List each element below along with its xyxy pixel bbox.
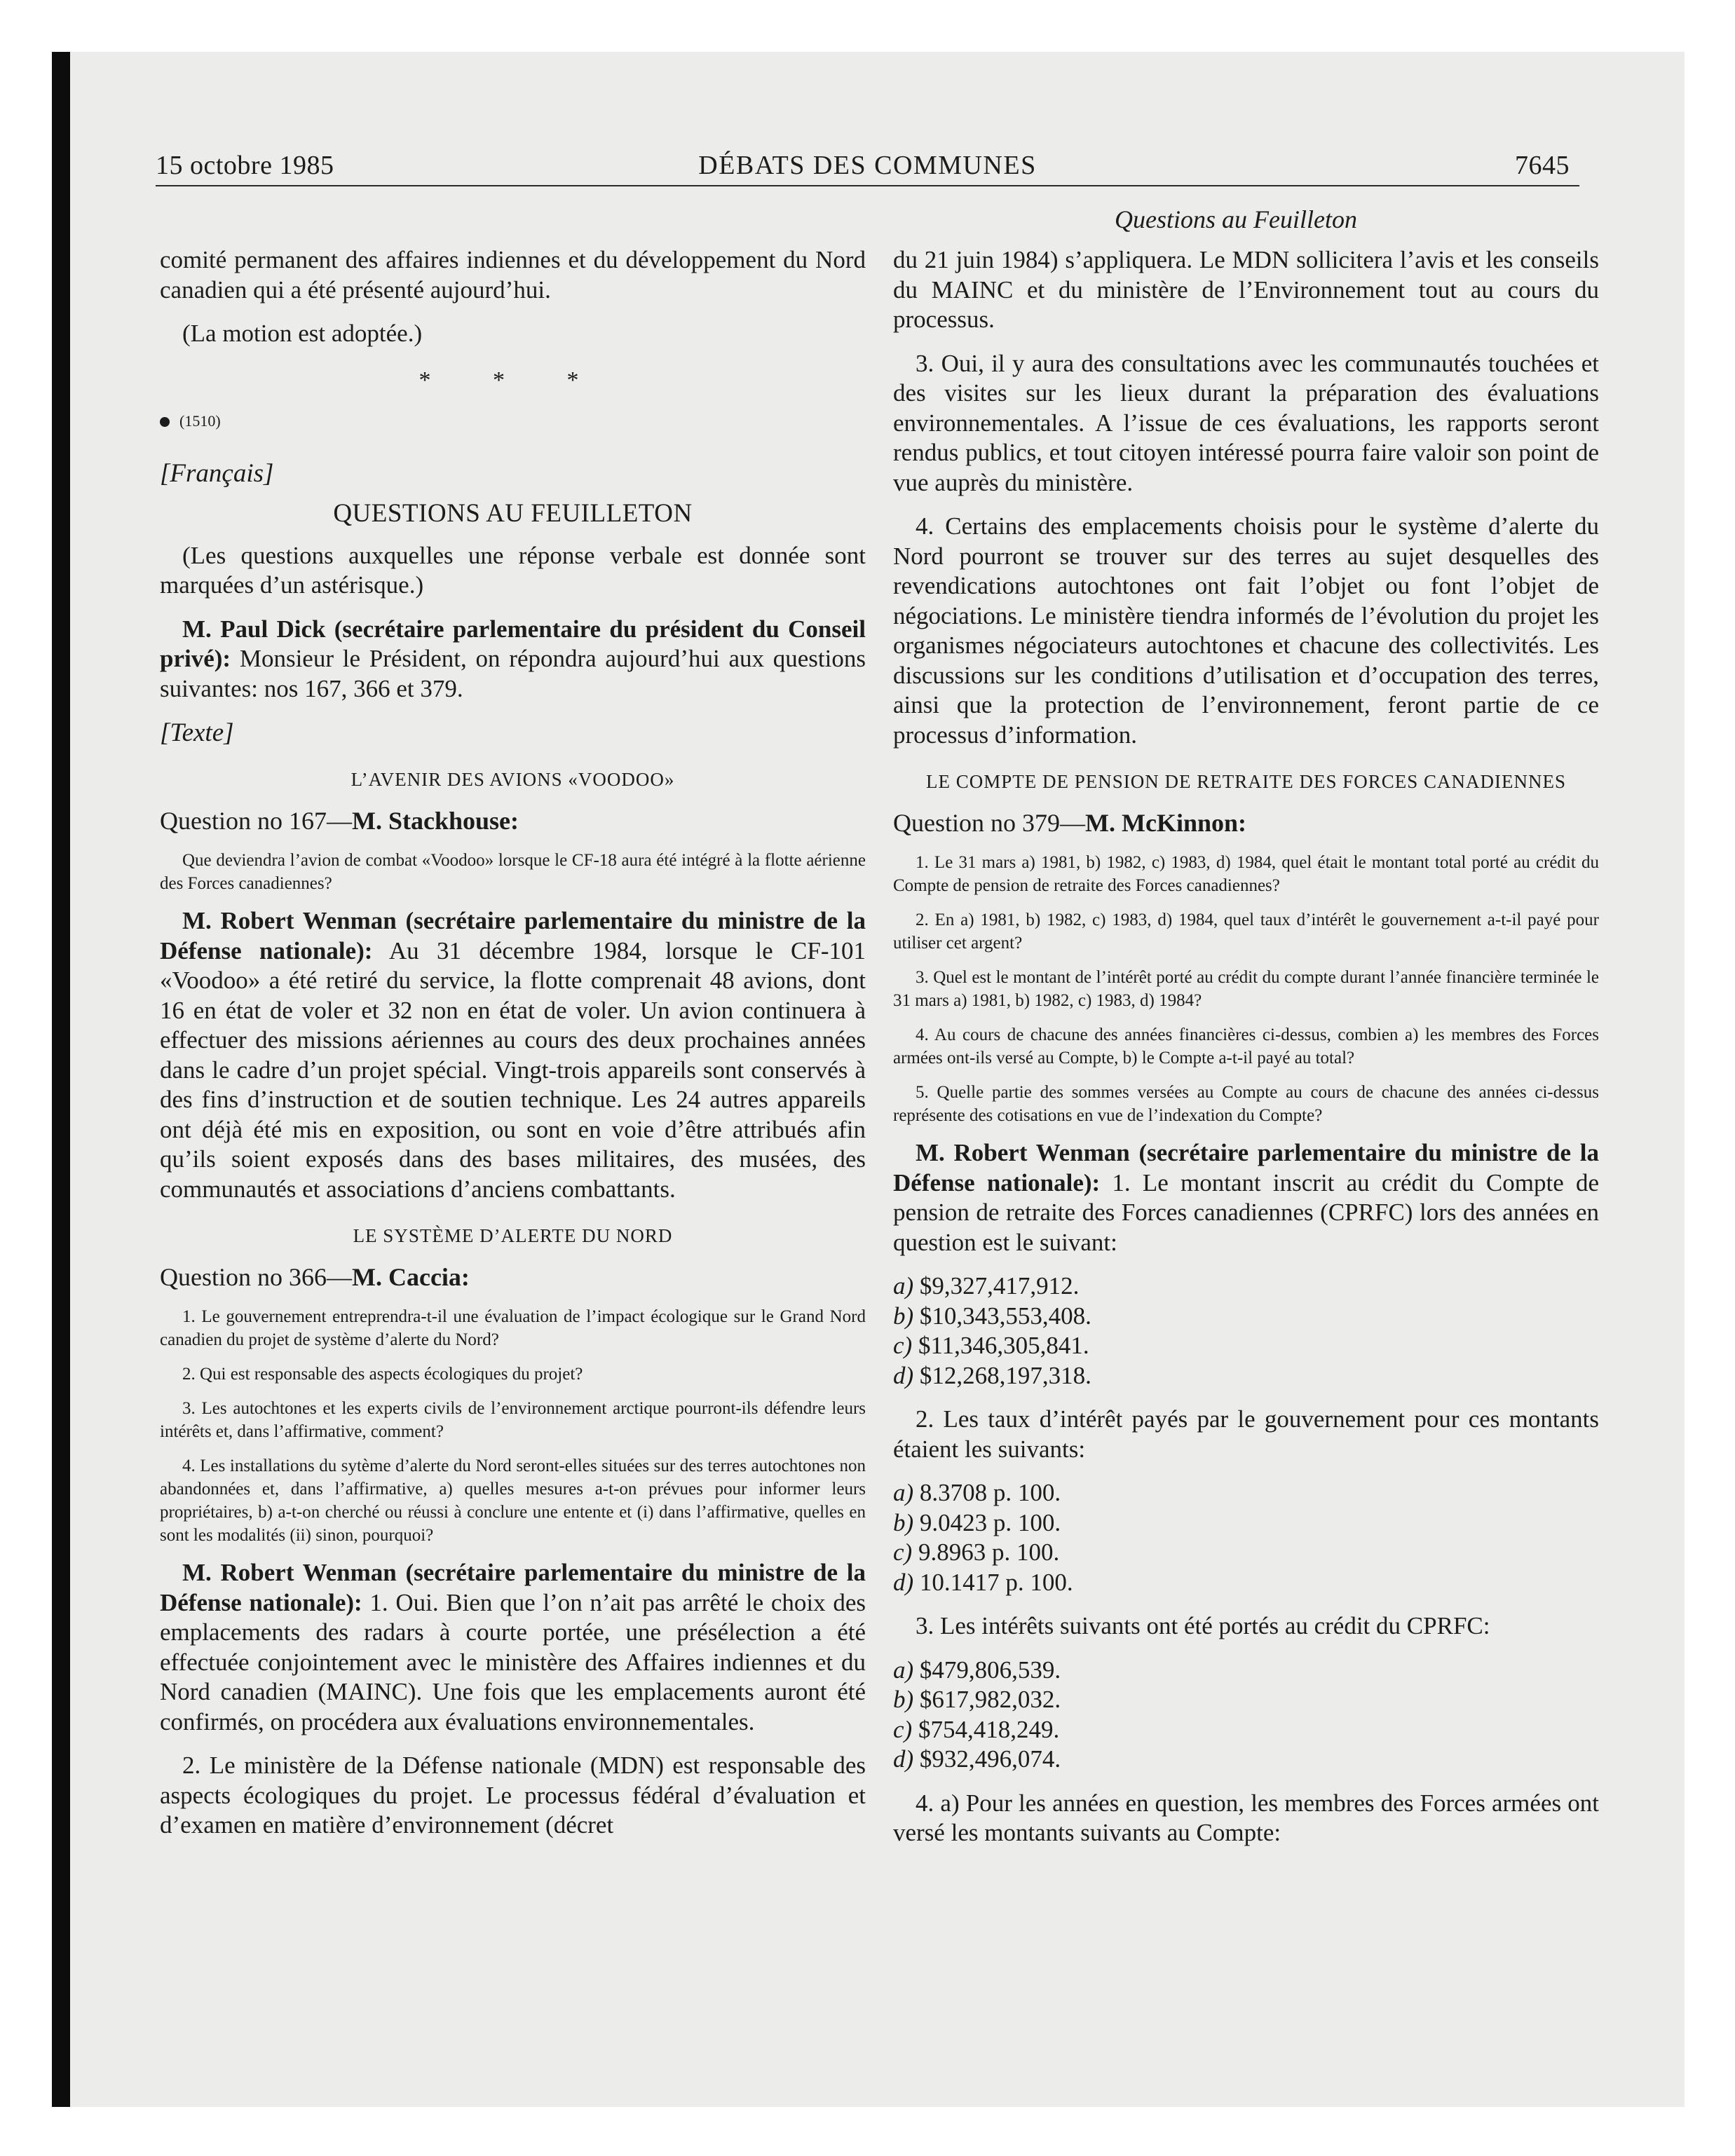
answer-366 <box>160 1558 866 1737</box>
intro-paragraph: comité permanent des affaires indiennes et du développement du Nord canadien qui a été présenté aujourd’hui. <box>160 246 866 303</box>
left-column <box>160 245 866 1855</box>
list-item: c) 9.8963 p. 100. <box>893 1538 1060 1566</box>
list-item: d) 10.1417 p. 100. <box>893 1568 1073 1596</box>
list-item: a) 8.3708 p. 100. <box>893 1479 1061 1506</box>
question-366-item: 1. Le gouvernement entreprendra-t-il une évaluation de l’impact écologique sur le Grand Nord canadien du projet de système d’alerte du Nord? <box>160 1307 866 1349</box>
answer-167 <box>160 906 866 1204</box>
language-marker-francais: [Français] <box>160 458 274 488</box>
language-marker-texte: [Texte] <box>160 718 234 747</box>
question-379-item: 4. Au cours de chacune des années financières ci-dessus, combien a) les membres des Forces armées ont-ils versé au Compte, b) le Compte a-t-il payé au total? <box>893 1025 1599 1067</box>
question-366-item: 2. Qui est responsable des aspects écologiques du projet? <box>182 1365 583 1384</box>
question-379-member: M. McKinnon: <box>1085 809 1246 837</box>
question-167-number: Question no 167— <box>160 807 352 835</box>
answer-366-part4: 4. Certains des emplacements choisis pour le système d’alerte du Nord pourront se trouver sur des terres au sujet desquelles des revendications autochtones ont fait l’objet ou font l’objet de négociations. Le ministère tiendra informés de l’évolution du projet les organismes négociateurs autochtones et chacune des collectivités. Les discussions sur les conditions d’utilisation et d’occupation des terres, ainsi que la protection de l’environnement, feront partie de ce processus d’information. <box>893 512 1599 749</box>
bullet-icon <box>160 417 170 427</box>
question-379-item: 1. Le 31 mars a) 1981, b) 1982, c) 1983, d) 1984, quel était le montant total porté au crédit du Compte de pension de retraite des Forces canadiennes? <box>893 853 1599 895</box>
question-379 <box>893 807 1599 838</box>
speaker-dick: M. Paul Dick (secrétaire parlementaire du président du Conseil privé): <box>160 615 866 672</box>
list-item: b) 9.0423 p. 100. <box>893 1508 1061 1536</box>
running-head: Questions au Feuilleton <box>1115 205 1357 233</box>
list-item: c) $754,418,249. <box>893 1715 1060 1743</box>
answer-379 <box>893 1138 1599 1257</box>
question-366 <box>160 1262 866 1292</box>
answer-379-text: 1. Le montant inscrit au crédit du Compte de pension de retraite des Forces canadiennes (CPRFC) lors des années en question est le suivant: <box>893 1168 1599 1256</box>
rates-paragraph: 2. Les taux d’intérêt payés par le gouvernement pour ces montants étaient les suivants: <box>893 1405 1599 1463</box>
speaker-wenman: M. Robert Wenman (secrétaire parlementaire du ministre de la Défense nationale): <box>160 1559 866 1616</box>
question-379-number: Question no 379— <box>893 809 1085 837</box>
subheading-voodoo: L’AVENIR DES AVIONS «VOODOO» <box>351 769 675 790</box>
list-item: a) $9,327,417,912. <box>893 1272 1080 1299</box>
speech-dick <box>160 615 866 704</box>
list-item: b) $10,343,553,408. <box>893 1302 1091 1330</box>
answer-366-part2: 2. Le ministère de la Défense nationale (MDN) est responsable des aspects écologiques du projet. Le processus fédéral d’évaluation et d’examen en matière d’environnement (décret <box>160 1752 866 1838</box>
time-marker <box>160 412 866 430</box>
question-167 <box>160 805 866 836</box>
list-item: a) $479,806,539. <box>893 1656 1061 1684</box>
answer-167-text: Au 31 décembre 1984, lorsque le CF-101 «Voodoo» a été retiré du service, la flotte comprenait 48 avions, dont 16 en état de voler et 32 non en état de voler. Un avion continuera à effectuer des missions aériennes au cours des deux prochaines années dans le cadre d’un projet spécial. Vingt-trois appareils sont conservés à des fins d’instruction et de soutien technique. Les 24 autres appareils ont déjà été mis en exposition, ou sont en voie d’être attribués afin qu’ils soient exposés dans des bases militaires, des musées, des communautés et associations d’anciens combattants. <box>160 936 866 1203</box>
question-167-text: Que deviendra l’avion de combat «Voodoo» lorsque le CF-18 aura été intégré à la flotte aérienne des Forces canadiennes? <box>160 851 866 893</box>
question-379-item: 5. Quelle partie des sommes versées au Compte au cours de chacune des années ci-dessus représente des cotisations en vue de l’indexation du Compte? <box>893 1083 1599 1125</box>
question-366-item: 4. Les installations du sytème d’alerte du Nord seront-elles situées sur des terres autochtones non abandonnées et, dans l’affirmative, a) quelles mesures a-t-on prévues pour informer leurs propriétaires, b) a-t-on cherché ou réussi à conclure une entente et (i) dans l’affirmative, quelles en sont les modalités (ii) sinon, pourquoi? <box>160 1456 866 1545</box>
subheading-pension: LE COMPTE DE PENSION DE RETRAITE DES FORCES CANADIENNES <box>925 771 1566 792</box>
right-column <box>893 245 1599 1862</box>
speaker-wenman: M. Robert Wenman (secrétaire parlementaire du ministre de la Défense nationale): <box>160 907 866 964</box>
final-paragraph: 4. a) Pour les années en question, les membres des Forces armées ont versé les montants suivants au Compte: <box>893 1789 1599 1846</box>
speaker-wenman: M. Robert Wenman (secrétaire parlementaire du ministre de la Défense nationale): <box>893 1139 1599 1196</box>
section-stars: * * * <box>419 367 607 393</box>
question-366-number: Question no 366— <box>160 1263 352 1291</box>
list-item: d) $932,496,074. <box>893 1745 1061 1773</box>
question-366-member: M. Caccia: <box>352 1263 470 1291</box>
list-item: b) $617,982,032. <box>893 1686 1061 1713</box>
header-title: DÉBATS DES COMMUNES <box>698 151 1037 180</box>
question-167-member: M. Stackhouse: <box>352 807 519 835</box>
time-label: (1510) <box>179 411 221 430</box>
amounts-list <box>893 1271 1599 1391</box>
interest-list <box>893 1656 1599 1775</box>
motion-adopted: (La motion est adoptée.) <box>182 320 423 347</box>
rates-list <box>893 1478 1599 1597</box>
question-379-item: 2. En a) 1981, b) 1982, c) 1983, d) 1984, quel taux d’intérêt le gouvernement a-t-il payé pour utiliser cet argent? <box>893 910 1599 953</box>
list-item: d) $12,268,197,318. <box>893 1361 1091 1389</box>
answer-366-part3: 3. Oui, il y aura des consultations avec les communautés touchées et des visites sur les lieux durant la préparation des évaluations environnementales. A l’issue de ces évaluations, les rapports seront rendus publics, et tout citoyen intéressé pourra faire valoir son point de vue auprès du ministère. <box>893 349 1599 496</box>
section-heading: QUESTIONS AU FEUILLETON <box>333 498 693 528</box>
question-379-item: 3. Quel est le montant de l’intérêt porté au crédit du compte durant l’année financière terminée le 31 mars a) 1981, b) 1982, c) 1983, d) 1984? <box>893 968 1599 1010</box>
header-date: 15 octobre 1985 <box>156 151 334 180</box>
page-number: 7645 <box>1515 151 1570 180</box>
notice-paragraph: (Les questions auxquelles une réponse verbale est donnée sont marquées d’un astérisque.) <box>160 541 866 599</box>
question-366-item: 3. Les autochtones et les experts civils de l’environnement arctique pourront-ils défendre leurs intérêts et, dans l’affirmative, comment? <box>160 1399 866 1441</box>
header-rule <box>156 185 1579 186</box>
answer-366-continued: du 21 juin 1984) s’appliquera. Le MDN sollicitera l’avis et les conseils du MAINC et du ministère de l’Environnement tout au cours du processus. <box>893 246 1599 333</box>
speech-dick-text: Monsieur le Président, on répondra aujourd’hui aux questions suivantes: nos 167, 366 et 379. <box>160 645 866 702</box>
interest-paragraph: 3. Les intérêts suivants ont été portés au crédit du CPRFC: <box>916 1612 1490 1639</box>
binding-edge <box>52 52 70 2107</box>
subheading-nord: LE SYSTÈME D’ALERTE DU NORD <box>353 1225 673 1246</box>
list-item: c) $11,346,305,841. <box>893 1332 1089 1359</box>
answer-366-text: 1. Oui. Bien que l’on n’ait pas arrêté le choix des emplacements des radars à courte portée, une présélection a été effectuée conjointement avec le ministère des Affaires indiennes et du Nord canadien (MAINC). Une fois que les emplacements auront été confirmés, on procédera aux évaluations environnementales. <box>160 1588 866 1735</box>
